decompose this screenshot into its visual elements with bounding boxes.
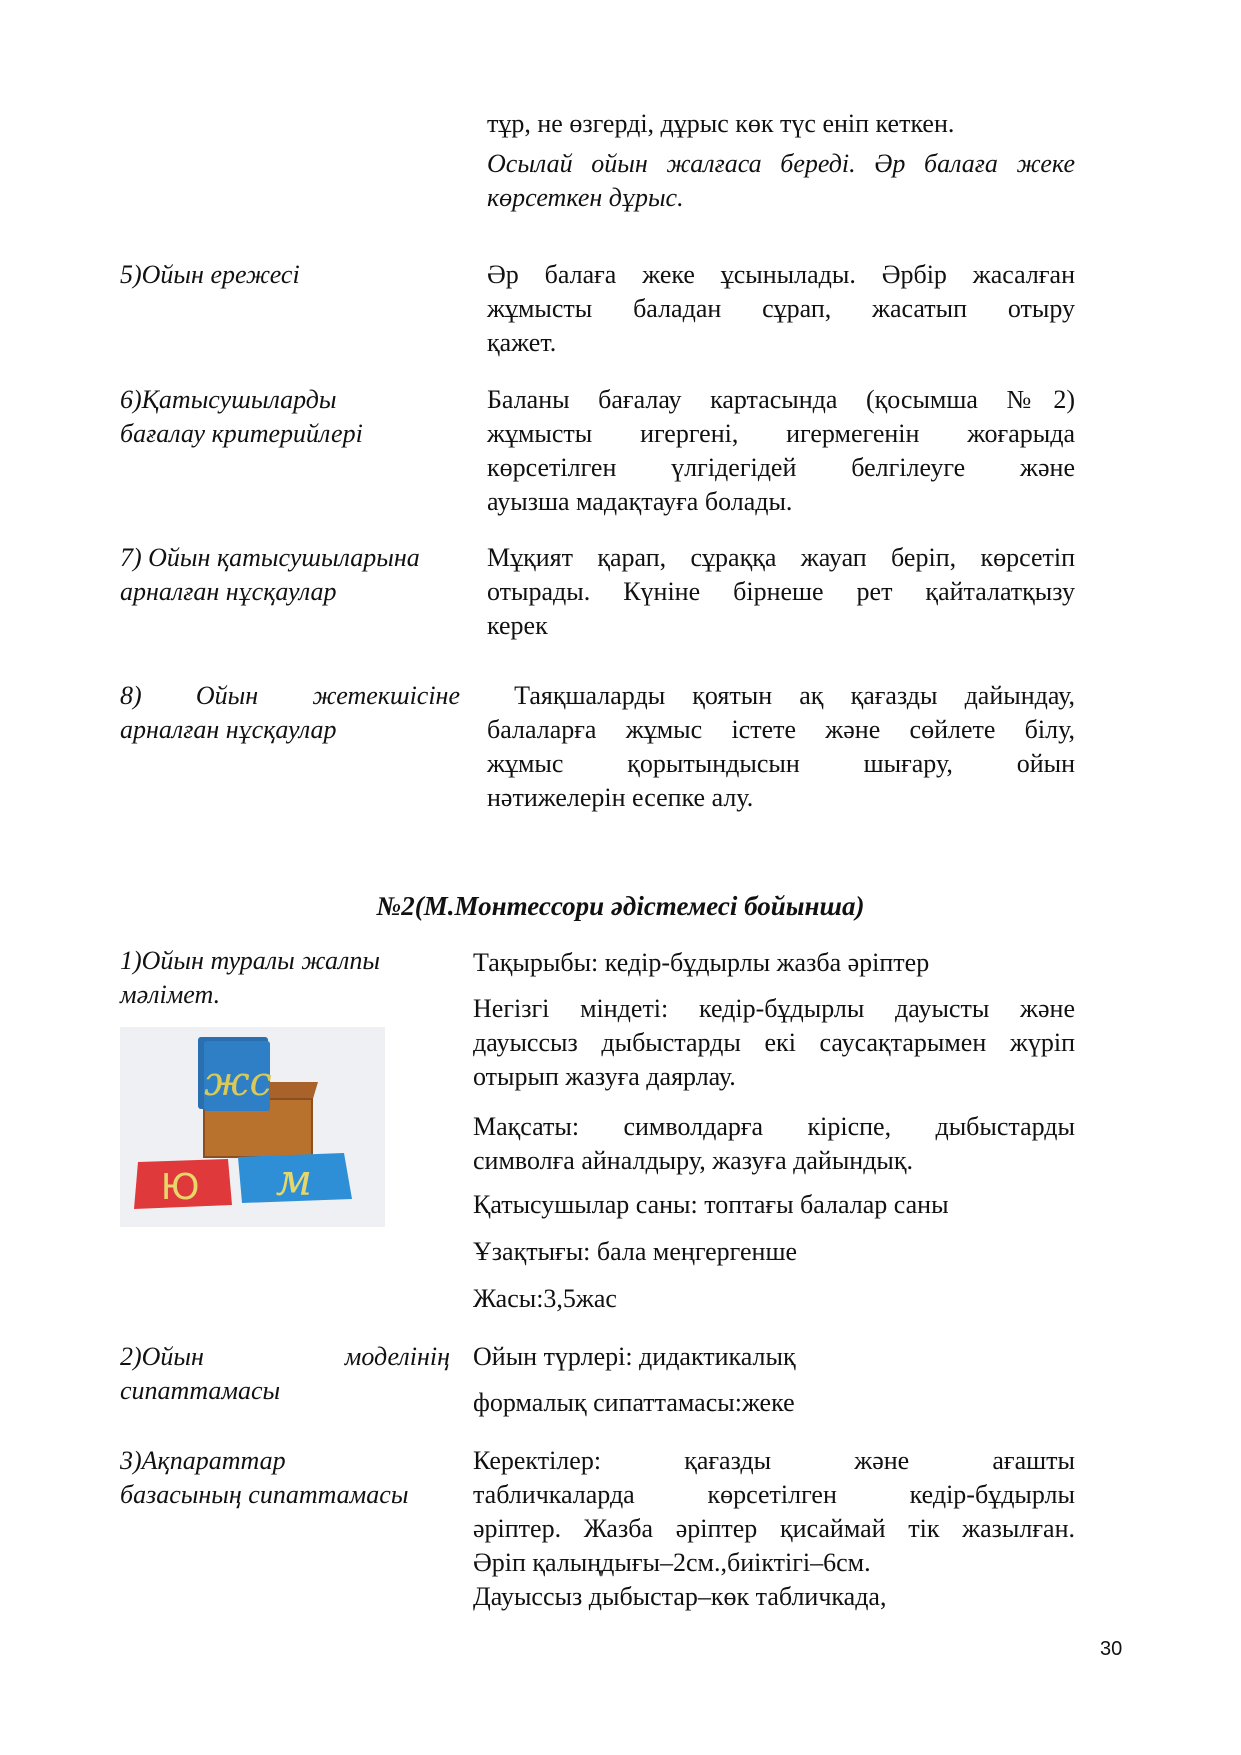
italic-note-line: Осылай ойын жалғаса береді. Әр балаға жеке (487, 149, 1075, 178)
text-line: дауыссыз дыбыстарды екі саусақтарымен жүріп (473, 1028, 1075, 1057)
model-description-label (120, 1340, 450, 1408)
text-line: жұмысты игергені, игермегенін жоғарыда (487, 419, 1075, 448)
duration-line: Ұзақтығы: бала меңгергенше (473, 1237, 798, 1266)
label-line: арналған нұсқаулар (120, 715, 337, 744)
text-line: қажет. (487, 328, 557, 357)
text-line: Дауыссыз дыбыстар–көк табличкада, (473, 1582, 887, 1611)
montessori-letters-photo (120, 1027, 385, 1227)
formal-description-line: формалық сипаттамасы:жеке (473, 1388, 795, 1417)
participants-instructions-text (487, 541, 1075, 643)
criteria-text (487, 383, 1075, 519)
label-line: 1)Ойын туралы жалпы (120, 946, 380, 975)
label-line: мәлімет. (120, 980, 221, 1009)
card-top-letters: жс (204, 1059, 272, 1105)
text-line: Керектілер: қағазды және ағашты (473, 1446, 1075, 1475)
goal-text (473, 1110, 1075, 1178)
card-right-letter: м (275, 1155, 313, 1206)
label-line: 3)Ақпараттар (120, 1446, 286, 1475)
label-line: сипаттамасы (120, 1376, 281, 1405)
label-line: 2)Ойын моделінің (120, 1342, 450, 1371)
text-line: Баланы бағалау картасында (қосымша №2) (487, 385, 1075, 414)
italic-note-line: көрсеткен дұрыс. (487, 183, 684, 212)
text-line: жұмысты баладан сұрап, жасатып отыру (487, 294, 1075, 323)
text-line: символға айналдыру, жазуға дайындық. (473, 1146, 914, 1175)
text-line: табличкаларда көрсетілген кедір-бұдырлы (473, 1480, 1075, 1509)
topic-line: Тақырыбы: кедір-бұдырлы жазба әріптер (473, 948, 930, 977)
materials-text (473, 1444, 1075, 1614)
text-line: Әр балаға жеке ұсынылады. Әрбір жасалған (487, 260, 1075, 289)
section-heading: №2(М.Монтессори әдістемесі бойынша) (376, 891, 865, 921)
general-info-label (120, 944, 440, 1012)
text-line: отырады. Күніне бірнеше рет қайталатқызу (487, 577, 1075, 606)
text-line: Әріп қалыңдығы–2см.,биіктігі–6см. (473, 1548, 871, 1577)
text-line: Таяқшаларды қоятын ақ қағазды дайындау, (487, 681, 1075, 710)
task-text (473, 992, 1075, 1094)
text-line: жұмыс қорытындысын шығару, ойын (487, 749, 1075, 778)
rule-label (120, 258, 460, 292)
participants-instructions-label (120, 541, 465, 609)
label-line: 7) Ойын қатысушыларына (120, 543, 420, 572)
label-line: базасының сипаттамасы (120, 1480, 409, 1509)
text-line: керек (487, 611, 548, 640)
info-base-label (120, 1444, 465, 1512)
text-line: әріптер. Жазба әріптер қисаймай тік жазылған. (473, 1514, 1075, 1543)
continuation-line: тұр, не өзгерді, дұрыс көк түс еніп кеткен. (487, 109, 955, 138)
label-line: арналған нұсқаулар (120, 577, 337, 606)
text-line: нәтижелерін есепке алу. (487, 783, 754, 812)
text-line: балаларға жұмыс істете және сөйлете білу, (487, 715, 1075, 744)
label-line: 8) Ойын жетекшісіне (120, 681, 460, 710)
criteria-label (120, 383, 460, 451)
label-line: 6)Қатысушыларды (120, 385, 337, 414)
label-line: 5)Ойын ережесі (120, 260, 300, 289)
sandpaper-letters-illustration (120, 1027, 385, 1227)
leader-instructions-text (487, 679, 1075, 815)
card-left-letter: Ю (160, 1167, 200, 1208)
rule-text (487, 258, 1075, 360)
text-line: Мақсаты: символдарға кіріспе, дыбыстарды (473, 1112, 1075, 1141)
italic-note (487, 147, 1075, 215)
text-line: Мұқият қарап, сұраққа жауап беріп, көрсетіп (487, 543, 1075, 572)
text-line: Негізгі міндеті: кедір-бұдырлы дауысты және (473, 994, 1075, 1023)
text-line: ауызша мадақтауға болады. (487, 487, 793, 516)
text-line: көрсетілген үлгідегідей белгілеуге және (487, 453, 1075, 482)
age-line: Жасы:3,5жас (473, 1284, 617, 1313)
game-types-line: Ойын түрлері: дидактикалық (473, 1342, 796, 1371)
page-number: 30 (1100, 1638, 1123, 1660)
participants-count: Қатысушылар саны: топтағы балалар саны (473, 1190, 949, 1219)
leader-instructions-label (120, 679, 460, 747)
label-line: бағалау критерийлері (120, 419, 363, 448)
text-line: отырып жазуға даярлау. (473, 1062, 736, 1091)
